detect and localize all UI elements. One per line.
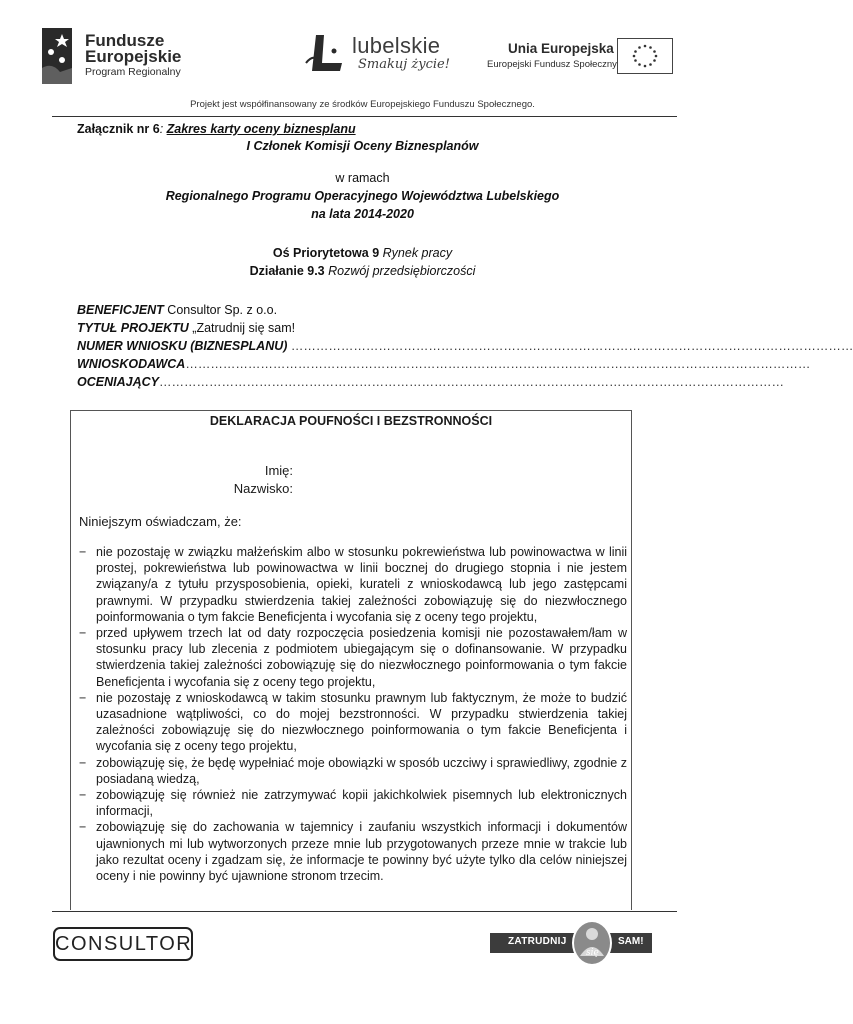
zatrudnij-sie-sam-logo <box>490 920 652 970</box>
evaluator-label: OCENIAJĄCY <box>77 375 159 389</box>
bullet-dash: − <box>79 545 87 559</box>
declaration-intro: Niniejszym oświadczam, że: <box>79 514 242 529</box>
beneficiary-label: BENEFICJENT <box>77 303 164 317</box>
zs-mid-text: się <box>586 948 599 958</box>
bullet-dash: − <box>79 820 87 835</box>
fe-line3: Program Regionalny <box>85 66 181 78</box>
application-number-dots: ……………………………………………………………………………………………………………………… <box>287 339 853 353</box>
declaration-item <box>79 690 627 755</box>
ue-title: Unia Europejska <box>508 41 614 56</box>
axis-name: Rynek pracy <box>382 246 453 260</box>
lubelskie-title: lubelskie <box>352 33 441 58</box>
bullet-dash: − <box>79 788 87 803</box>
applicant-field <box>77 355 811 373</box>
footer-divider <box>52 911 677 912</box>
action-name: Rozwój przedsiębiorczości <box>328 264 476 278</box>
fundusze-europejskie-logo <box>42 28 192 84</box>
declaration-item <box>79 819 627 884</box>
fe-line2: Europejskie <box>85 47 182 66</box>
bullet-dash: − <box>79 755 87 770</box>
person-icon <box>572 920 612 966</box>
attachment-separator: : <box>159 122 167 136</box>
bullet-dash: − <box>79 690 87 705</box>
declaration-item-text: zobowiązuję się do zachowania w tajemnicy i zaufaniu wszystkich informacji i dokumentów ujawnionych mi lub wytworzonych przeze mnie lub przygotowanych przeze mnie w trakcie lub jako rezultat oceny i zgadzam się, że informacje te powinny być użyte tylko dla celów niniejszej oceny i nie powinny być ujawnione stronom trzecim. <box>96 820 627 884</box>
declaration-item-text: przed upływem trzech lat od daty rozpoczęcia posiedzenia komisji nie pozostawałem/łam w stosunku pracy lub zlecenia z podmiotem ubiegającym się o dofinansowanie. W przypadku stwierdzenia takiej zależności zobowiązuję się do niezwłocznego poinformowania o tym fakcie Beneficjenta i wycofania się z oceny tego projektu, <box>96 626 627 689</box>
beneficiary-value: Consultor Sp. z o.o. <box>163 303 278 317</box>
declaration-item <box>79 755 627 787</box>
declaration-item-text: zobowiązuję się, że będę wypełniać moje obowiązki w sposób uczciwy i sprawiedliwy, zgodnie z posiadaną wiedzą, <box>96 755 627 786</box>
declaration-list <box>79 544 627 884</box>
priority-axis <box>0 244 725 262</box>
evaluator-field <box>77 373 784 391</box>
fe-stars-icon <box>42 28 72 84</box>
consultor-logo <box>53 927 193 961</box>
applicant-label: WNIOSKODAWCA <box>77 357 186 371</box>
applicant-dots: …………………………………………………………………………………………………………………………………… <box>185 357 811 371</box>
project-title-field <box>77 319 295 337</box>
declaration-item <box>79 625 627 690</box>
attachment-line <box>77 120 356 138</box>
application-number-label: NUMER WNIOSKU (BIZNESPLANU) <box>77 339 288 353</box>
evaluator-dots: …………………………………………………………………………………………………………………………………… <box>158 375 784 389</box>
consultor-text: CONSULTOR <box>55 933 193 955</box>
zs-left-text: ZATRUDNIJ <box>508 936 567 947</box>
declaration-box <box>70 410 632 910</box>
declaration-item <box>79 787 627 819</box>
axis-label: Oś Priorytetowa 9 <box>272 246 380 260</box>
attachment-label: Załącznik nr 6 <box>77 122 160 136</box>
declaration-item <box>79 544 627 625</box>
program-line2: na lata 2014-2020 <box>311 207 414 221</box>
action-line <box>0 262 725 280</box>
bullet-dash: − <box>79 626 87 641</box>
declaration-item-text: nie pozostaję z wnioskodawcą w takim stosunku prawnym lub faktycznym, że może to budzić uzasadnione wątpliwości, co do mojej bezstronności. W przypadku stwierdzenia takiej zależności zobowiązuję się do niezwłocznego poinformowania o tym fakcie Beneficjenta i wycofania się z oceny tego projektu, <box>96 690 627 754</box>
zs-right-text: SAM! <box>618 936 644 947</box>
cofinancing-note: Projekt jest współfinansowany ze środków Europejskiego Funduszu Społecznego. <box>190 99 535 110</box>
lubelskie-l-icon <box>302 33 346 75</box>
eu-flag-icon <box>617 38 673 74</box>
declaration-item-text: zobowiązuję się również nie zatrzymywać kopii jakichkolwiek pisemnych lub elektronicznych informacji, <box>96 788 627 819</box>
committee-member: I Członek Komisji Oceny Biznesplanów <box>246 139 479 153</box>
header-divider <box>52 116 677 117</box>
first-name-label: Imię: <box>264 463 293 478</box>
program-line1: Regionalnego Programu Operacyjnego Województwa Lubelskiego <box>165 189 560 203</box>
framework-text: w ramach <box>335 171 390 185</box>
last-name-label: Nazwisko: <box>233 481 293 496</box>
lubelskie-logo <box>302 33 452 78</box>
fe-line1: Fundusze <box>85 31 165 50</box>
action-label: Działanie 9.3 <box>249 264 325 278</box>
unia-europejska-logo <box>486 38 676 78</box>
project-title-value: „Zatrudnij się sam! <box>188 321 296 335</box>
declaration-item-text: nie pozostaję w związku małżeńskim albo w stosunku pokrewieństwa lub powinowactwa w linii prostej, pokrewieństwa lub powinowactwa w linii bocznej do drugiego stopnia i nie jestem związany/a z tytułu przysposobienia, opieki, kurateli z wnioskodawcą lub jego zastępcami prawnymi. W przypadku stwierdzenia takiej zależności zobowiązuję się do niezwłocznego poinformowania o tym fakcie Beneficjenta i wycofania się z oceny tego projektu, <box>96 545 627 624</box>
declaration-title: DEKLARACJA POUFNOŚCI I BEZSTRONNOŚCI <box>209 414 493 428</box>
lubelskie-slogan: Smakuj życie! <box>358 57 450 72</box>
ue-subtitle: Europejski Fundusz Społeczny <box>487 59 617 70</box>
application-number-field <box>77 337 853 355</box>
project-title-label: TYTUŁ PROJEKTU <box>77 321 189 335</box>
beneficiary-field <box>77 301 277 319</box>
attachment-title: Zakres karty oceny biznesplanu <box>166 122 356 136</box>
